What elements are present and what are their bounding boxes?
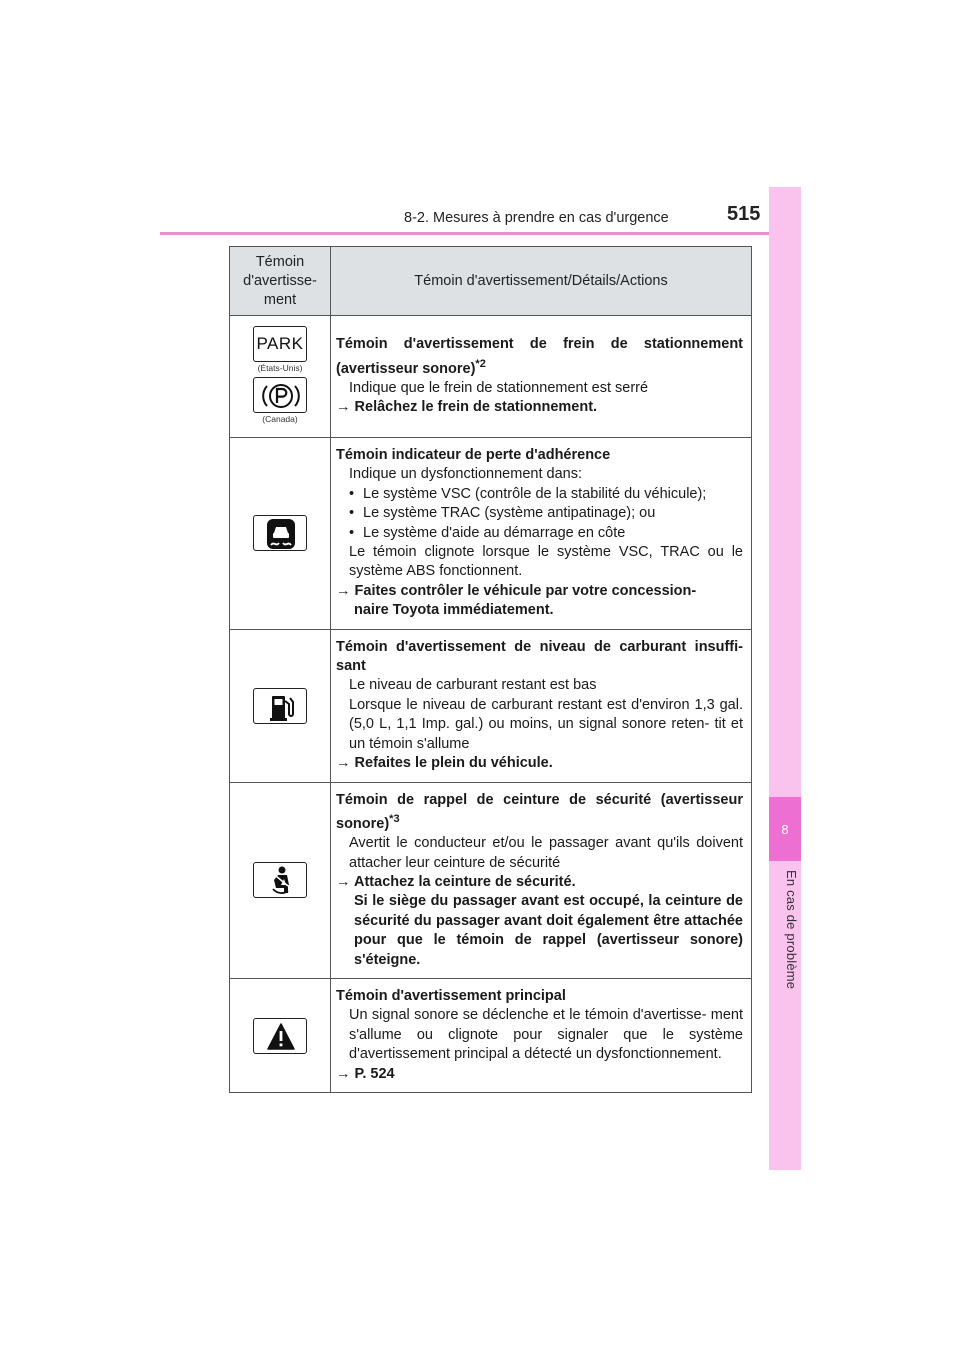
bullet-item: • Le système d'aide au démarrage en côte — [349, 524, 626, 541]
detail-line: Un signal sonore se déclenche et le témoin d'avertisse- ment s'allume ou clignote pour signaler que le système d'avertissement principal a détecté un dysfonctionnement. — [349, 1007, 743, 1063]
detail-line: Le témoin clignote lorsque le système VSC, TRAC ou le système ABS fonctionnent. — [349, 544, 743, 580]
detail-line: Indique que le frein de stationnement est serré — [349, 379, 649, 396]
table-row — [230, 978, 752, 1092]
side-chapter-label: En cas de problème — [784, 870, 799, 990]
warning-title: Témoin d'avertissement principal — [336, 987, 566, 1004]
warning-title: Témoin indicateur de perte d'adhérence — [336, 447, 611, 463]
details-cell — [331, 438, 752, 630]
table-header-details-column: Témoin d'avertissement/Détails/Actions — [331, 247, 752, 316]
side-chapter-tab — [769, 187, 801, 1170]
detail-line: Le niveau de carburant restant est bas — [349, 677, 597, 694]
action-line: → Faites contrôler le véhicule par votre concession- — [336, 582, 697, 599]
detail-line: Lorsque le niveau de carburant restant est d'environ 1,3 gal. (5,0 L, 1,1 Imp. gal.) ou moins, un signal sonore reten- tit et un témoin s'allume — [349, 696, 743, 752]
details-cell — [331, 629, 752, 782]
action-line: → Refaites le plein du véhicule. — [336, 755, 553, 772]
seatbelt-icon — [253, 862, 307, 898]
action-line: → Relâchez le frein de stationnement. — [336, 399, 598, 416]
table-header-row — [230, 247, 752, 316]
details-cell — [331, 782, 752, 978]
table-row — [230, 438, 752, 630]
icon-cell — [230, 782, 331, 978]
action-continuation: naire Toyota immédiatement. — [354, 602, 554, 619]
icon-cell — [230, 978, 331, 1092]
fuel-pump-icon — [253, 688, 307, 724]
icon-cell — [230, 438, 331, 630]
detail-line: Avertit le conducteur et/ou le passager avant qu'ils doivent attacher leur ceinture de sécurité — [349, 835, 743, 871]
icon-caption: (Canada) — [262, 414, 298, 424]
table-row — [230, 629, 752, 782]
action-line: → Attachez la ceinture de sécurité. — [336, 873, 576, 890]
table-row — [230, 316, 752, 438]
warning-title: Témoin d'avertissement de niveau de carburant insuffi- sant — [336, 638, 743, 675]
slip-indicator-icon — [253, 515, 307, 551]
bullet-item: • Le système VSC (contrôle de la stabilité du véhicule); — [349, 485, 707, 502]
master-warning-icon — [253, 1018, 307, 1054]
header-rule — [160, 232, 800, 235]
detail-line: Indique un dysfonctionnement dans: — [349, 466, 582, 483]
page-number: 515 — [727, 203, 761, 225]
section-title: 8-2. Mesures à prendre en cas d'urgence — [404, 210, 669, 226]
side-chapter-number: 8 — [781, 822, 789, 837]
table-header-icon-column: Témoin d'avertisse- ment — [230, 247, 331, 316]
parking-brake-p-icon — [253, 377, 307, 413]
bullet-item: • Le système TRAC (système antipatinage); ou — [349, 505, 656, 522]
icon-caption: (États-Unis) — [257, 363, 303, 373]
table-row — [230, 782, 752, 978]
warning-title: Témoin de rappel de ceinture de sécurité (avertisseur sonore)$^{*3}$ — [336, 791, 743, 832]
action-continuation: Si le siège du passager avant est occupé, la ceinture de sécurité du passager avant doit également être attachée pour que le témoin de rappel (avertisseur sonore) s'éteigne. — [354, 893, 743, 968]
page-reference-link[interactable]: → P. 524 — [336, 1065, 395, 1082]
warning-title: Témoin d'avertissement de frein de stationnement (avertisseur sonore)$^{*2}$ — [336, 336, 743, 377]
icon-cell — [230, 629, 331, 782]
warning-light-table — [229, 246, 752, 1093]
details-cell — [331, 978, 752, 1092]
icon-cell — [230, 316, 331, 438]
details-cell — [331, 316, 752, 438]
park-text-icon: PARK — [253, 326, 307, 362]
